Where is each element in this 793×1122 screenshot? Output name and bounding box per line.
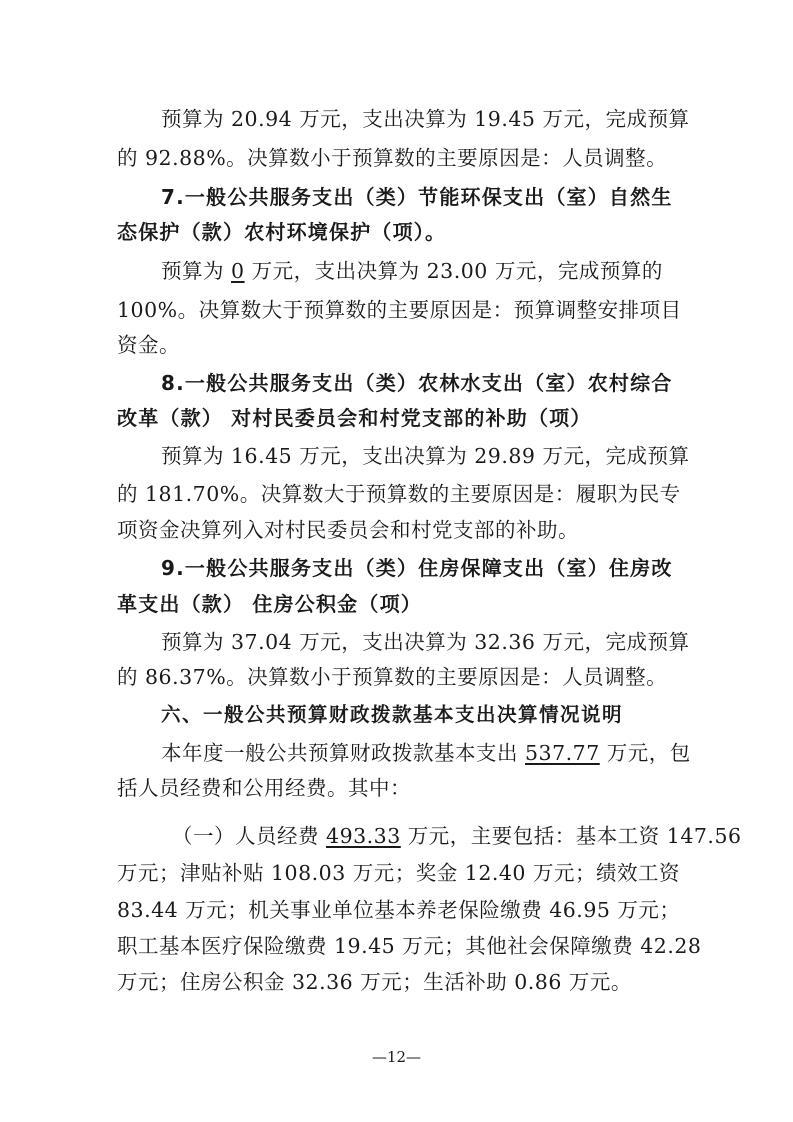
section-heading-9-cont: 革支出（款） 住房公积金（项）	[117, 592, 422, 616]
text-run: 万元，主要包括：基本工资 147.56	[400, 824, 742, 848]
text-run: 本年度一般公共预算财政拨款基本支出	[161, 741, 526, 765]
body-line: 83.44 万元；机关事业单位基本养老保险缴费 46.95 万元；	[117, 898, 681, 922]
body-line: 预算为 37.04 万元，支出决算为 32.36 万元，完成预算	[161, 630, 690, 654]
underlined-value: 537.77	[525, 741, 600, 765]
body-line: 的 86.37%。决算数小于预算数的主要原因是：人员调整。	[117, 665, 668, 689]
body-line: 的 92.88%。决算数小于预算数的主要原因是：人员调整。	[117, 146, 668, 170]
section-heading-8-cont: 改革（款） 对村民委员会和村党支部的补助（项）	[117, 406, 592, 430]
underlined-value: 493.33	[326, 824, 401, 848]
text-run: （一）人员经费	[172, 824, 327, 848]
underlined-value: 0	[231, 259, 245, 283]
section-heading-7-cont: 态保护（款）农村环境保护（项）。	[117, 220, 447, 244]
body-line: 职工基本医疗保险缴费 19.45 万元；其他社会保障缴费 42.28	[117, 934, 702, 958]
body-line: 括人员经费和公用经费。其中：	[117, 776, 411, 800]
body-line: 万元；住房公积金 32.36 万元；生活补助 0.86 万元。	[117, 970, 632, 994]
section-heading-9: 9.一般公共服务支出（类）住房保障支出（室）住房改	[161, 556, 673, 580]
text-run: 预算为	[161, 259, 232, 283]
section-heading-6: 六、一般公共预算财政拨款基本支出决算情况说明	[161, 703, 624, 726]
text-run: 万元，包	[599, 741, 691, 765]
body-line	[161, 256, 677, 286]
section-heading-8: 8.一般公共服务支出（类）农林水支出（室）农村综合	[161, 371, 673, 395]
body-line: 项资金决算列入对村民委员会和村党支部的补助。	[117, 518, 579, 542]
body-line: 万元；津贴补贴 108.03 万元；奖金 12.40 万元；绩效工资	[117, 861, 680, 885]
page-number: —12—	[371, 1048, 422, 1066]
text-run: 万元，支出决算为 23.00 万元，完成预算的	[244, 259, 663, 283]
section-heading-7: 7.一般公共服务支出（类）节能环保支出（室）自然生	[161, 185, 673, 209]
body-line	[172, 821, 742, 851]
body-line	[161, 738, 691, 768]
body-line: 预算为 20.94 万元，支出决算为 19.45 万元，完成预算	[161, 107, 690, 131]
body-line: 的 181.70%。决算数大于预算数的主要原因是：履职为民专	[117, 482, 681, 506]
body-line: 资金。	[117, 333, 180, 357]
body-line: 预算为 16.45 万元，支出决算为 29.89 万元，完成预算	[161, 444, 690, 468]
body-line: 100%。决算数大于预算数的主要原因是：预算调整安排项目	[117, 298, 682, 322]
